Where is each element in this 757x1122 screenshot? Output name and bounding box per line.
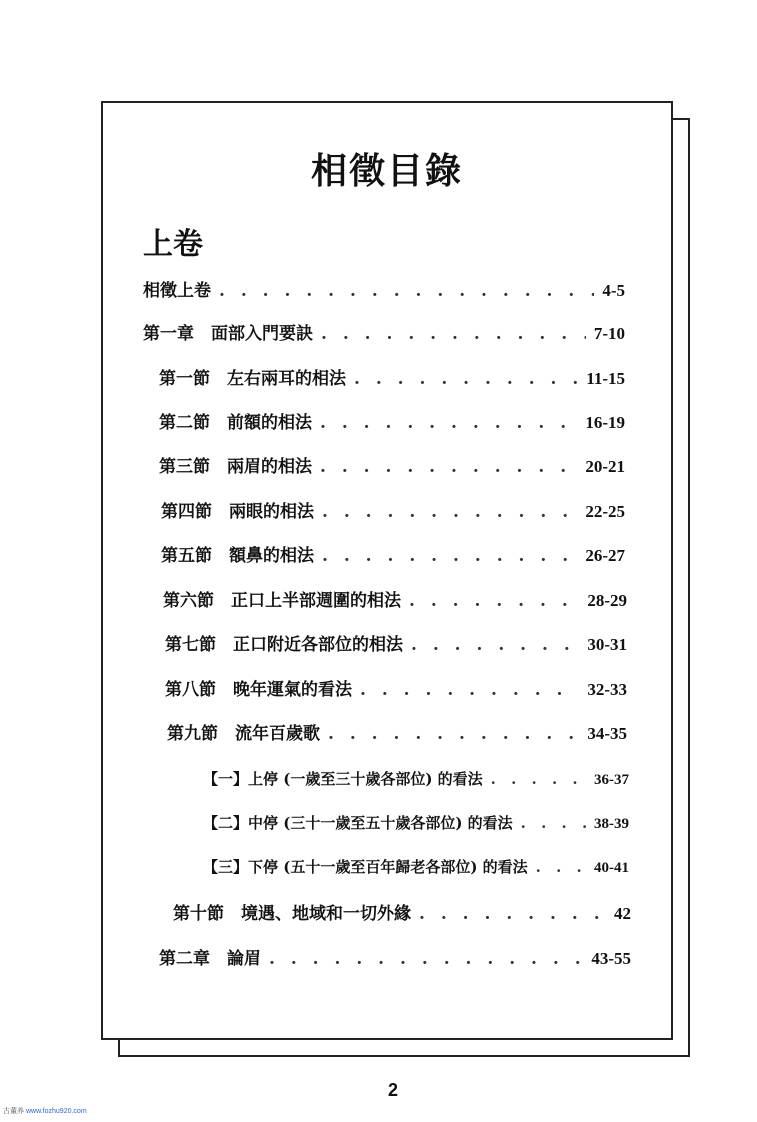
toc-entry-label: 第三節 兩眉的相法 (159, 457, 312, 477)
section-heading: 上卷 (143, 227, 203, 262)
toc-entry (203, 854, 629, 880)
toc-entry-page: 7-10 (593, 324, 625, 343)
toc-entry-page: 34-35 (587, 724, 627, 743)
toc-leader-dots (491, 766, 586, 792)
toc-leader-dots (322, 499, 577, 525)
toc-entry-page: 26-27 (585, 546, 625, 565)
toc-entry (161, 543, 625, 569)
toc-entry-label: 第二節 前額的相法 (159, 413, 312, 433)
page-number: 2 (388, 1080, 399, 1100)
toc-entry (163, 588, 627, 614)
toc-entry-label: 第九節 流年百歲歌 (167, 724, 320, 744)
toc-entry-page: 22-25 (585, 502, 625, 521)
toc-leader-dots (536, 854, 586, 880)
toc-entry-page: 36-37 (594, 772, 629, 788)
toc-leader-dots (322, 543, 577, 569)
toc-entry (167, 721, 627, 747)
toc-entry (173, 901, 631, 927)
toc-entry-label: 【三】下停 (五十一歲至百年歸老各部位) 的看法 (203, 858, 528, 876)
toc-leader-dots (409, 588, 579, 614)
toc-leader-dots (320, 454, 577, 480)
toc-entry-label: 第五節 額鼻的相法 (161, 546, 314, 566)
toc-entry-page: 32-33 (587, 680, 627, 699)
toc-entry (165, 632, 627, 658)
toc-entry-label: 第一章 面部入門要訣 (143, 324, 313, 344)
toc-entry-label: 第八節 晚年運氣的看法 (165, 680, 352, 700)
toc-leader-dots (269, 946, 583, 972)
toc-leader-dots (219, 278, 594, 304)
toc-entry-label: 第四節 兩眼的相法 (161, 502, 314, 522)
toc-leader-dots (328, 721, 579, 747)
toc-entry-label: 第十節 境遇、地域和一切外緣 (173, 904, 411, 924)
toc-leader-dots (360, 677, 579, 703)
toc-entry (159, 946, 631, 972)
page-title: 相徵目錄 (310, 150, 463, 192)
toc-entry (143, 321, 625, 347)
toc-entry-page: 38-39 (594, 816, 629, 832)
watermark-site: 古董养 (3, 1108, 24, 1115)
toc-entry (165, 677, 627, 703)
toc-entry-page: 4-5 (602, 281, 625, 300)
document-page (101, 101, 673, 1040)
toc-leader-dots (354, 366, 578, 392)
toc-entry-label: 【二】中停 (三十一歲至五十歲各部位) 的看法 (203, 814, 513, 832)
toc-entry-label: 第一節 左右兩耳的相法 (159, 369, 346, 389)
toc-entry-page: 42 (614, 904, 631, 923)
toc-entry-page: 28-29 (587, 591, 627, 610)
toc-leader-dots (521, 810, 586, 836)
toc-entry-page: 11-15 (586, 369, 625, 388)
toc-entry (159, 454, 625, 480)
toc-entry (161, 499, 625, 525)
toc-entry-page: 16-19 (585, 413, 625, 432)
toc-entry-label: 第二章 論眉 (159, 949, 261, 969)
toc-leader-dots (411, 632, 579, 658)
toc-entry-page: 40-41 (594, 860, 629, 876)
toc-entry (203, 766, 629, 792)
toc-leader-dots (321, 321, 586, 347)
toc-entry-label: 第六節 正口上半部週圍的相法 (163, 591, 401, 611)
toc-entry-label: 第七節 正口附近各部位的相法 (165, 635, 403, 655)
toc-entry (159, 410, 625, 436)
toc-entry-page: 30-31 (587, 635, 627, 654)
toc-leader-dots (419, 901, 606, 927)
watermark (3, 1106, 87, 1116)
watermark-url: www.fozhu920.com (25, 1108, 87, 1115)
toc-entry (203, 810, 629, 836)
toc-entry-label: 【一】上停 (一歲至三十歲各部位) 的看法 (203, 770, 483, 788)
toc-entry (159, 366, 625, 392)
toc-entry (143, 278, 625, 304)
toc-entry-page: 43-55 (591, 949, 631, 968)
toc-entry-page: 20-21 (585, 457, 625, 476)
toc-entry-label: 相徵上卷 (143, 281, 211, 301)
toc-leader-dots (320, 410, 577, 436)
